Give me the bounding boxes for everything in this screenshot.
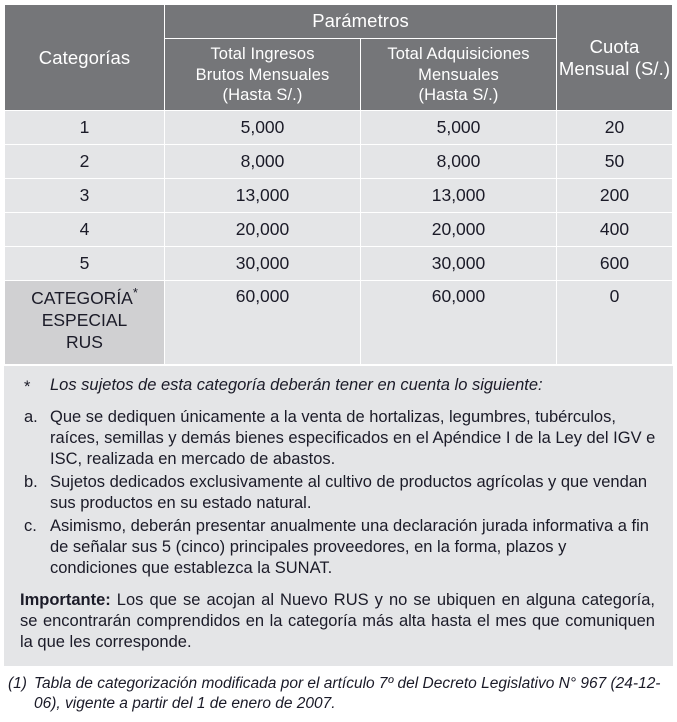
cell-ingresos: 8,000 [165, 145, 360, 178]
header-ingresos-line-1: Total Ingresos [210, 45, 315, 64]
cell-ingresos: 5,000 [165, 111, 360, 144]
header-total-adquisiciones [361, 39, 556, 110]
cell-adquisiciones: 8,000 [361, 145, 556, 178]
note-item-a [20, 407, 657, 470]
cell-cuota: 0 [557, 281, 672, 364]
table-head [5, 5, 672, 110]
table-body [5, 111, 672, 364]
note-item-a-marker: a. [24, 407, 38, 426]
cell-adquisiciones: 20,000 [361, 213, 556, 246]
cell-cuota: 200 [557, 179, 672, 212]
categoria-especial-line-3: RUS [66, 332, 103, 353]
table-row [5, 145, 672, 178]
table-row [5, 111, 672, 144]
note-item-b [20, 472, 657, 514]
cell-categoria: 1 [5, 111, 164, 144]
note-item-b-marker: b. [24, 472, 38, 491]
importante-label: Importante: [20, 590, 111, 609]
cell-ingresos: 30,000 [165, 247, 360, 280]
cell-cuota: 600 [557, 247, 672, 280]
header-cuota-mensual [557, 5, 672, 110]
categoria-especial-word: CATEGORÍA [31, 288, 133, 308]
note-asterisk-marker: * [24, 378, 31, 396]
note-item-c [20, 516, 657, 579]
note-item-b-text: Sujetos dedicados exclusivamente al cultivo de productos agrícolas y que vendan sus productos en su estado natural. [50, 472, 648, 512]
cell-ingresos: 60,000 [165, 281, 360, 364]
footnote-text: Tabla de categorización modificada por el artículo 7º del Decreto Legislativo N° 967 (24-12-06), vigente a partir del 1 de enero de 2007. [34, 674, 661, 712]
note-item-c-text: Asimismo, deberán presentar anualmente una declaración jurada informativa a fin de señalar sus 5 (cinco) principales proveedores, en la forma, plazos y condiciones que establezca la SUNAT. [50, 516, 649, 577]
note-asterisk-text: Los sujetos de esta categoría deberán tener en cuenta lo siguiente: [50, 376, 543, 394]
header-cuota-line-2: Mensual [558, 57, 630, 79]
cell-categoria: 5 [5, 247, 164, 280]
table-row [5, 179, 672, 212]
rus-categories-table [4, 4, 673, 365]
header-parametros: Parámetros [165, 5, 556, 38]
note-item-c-marker: c. [24, 516, 37, 535]
note-asterisk [20, 375, 657, 398]
cell-categoria: 4 [5, 213, 164, 246]
header-adquisiciones-line-2: Mensuales [418, 65, 499, 84]
header-adquisiciones-line-3: (Hasta S/.) [418, 85, 499, 104]
header-ingresos-line-3: (Hasta S/.) [222, 85, 303, 104]
cell-cuota: 400 [557, 213, 672, 246]
header-total-ingresos [165, 39, 360, 110]
categoria-especial-line-1 [5, 287, 164, 309]
importante-text: Los que se acojan al Nuevo RUS y no se ubiquen en alguna categoría, se encontrarán comprendidos en la categoría más alta hasta el mes que comuniquen la que les corresponde. [20, 590, 655, 652]
notes-block [4, 366, 673, 666]
footnote-marker: (1) [8, 674, 27, 692]
categoria-especial-line-2: ESPECIAL [41, 310, 128, 331]
cell-categoria: 2 [5, 145, 164, 178]
table-row [5, 247, 672, 280]
header-cuota-line-3: (S/.) [634, 57, 671, 79]
table-row [5, 213, 672, 246]
header-cuota-line-1: Cuota [589, 36, 640, 58]
cell-cuota: 50 [557, 145, 672, 178]
note-item-a-text: Que se dediquen únicamente a la venta de hortalizas, legumbres, tubérculos, raíces, semillas y demás bienes especificados en el Apéndice I de la Ley del IGV e ISC, realizada en mercado de abastos. [50, 407, 656, 468]
cell-adquisiciones: 13,000 [361, 179, 556, 212]
asterisk-marker-icon: * [132, 285, 138, 301]
cell-categoria-especial [5, 281, 164, 364]
cell-categoria: 3 [5, 179, 164, 212]
header-categorias: Categorías [5, 5, 164, 110]
cell-adquisiciones: 60,000 [361, 281, 556, 364]
source-footnote [4, 666, 673, 714]
header-ingresos-line-2: Brutos Mensuales [195, 65, 330, 84]
importante-paragraph [20, 590, 657, 654]
cell-ingresos: 20,000 [165, 213, 360, 246]
table-row-categoria-especial [5, 281, 672, 364]
header-row-top [5, 5, 672, 38]
cell-ingresos: 13,000 [165, 179, 360, 212]
header-adquisiciones-line-1: Total Adquisiciones [387, 45, 530, 64]
cell-cuota: 20 [557, 111, 672, 144]
cell-adquisiciones: 5,000 [361, 111, 556, 144]
cell-adquisiciones: 30,000 [361, 247, 556, 280]
footnote-row [8, 674, 669, 714]
